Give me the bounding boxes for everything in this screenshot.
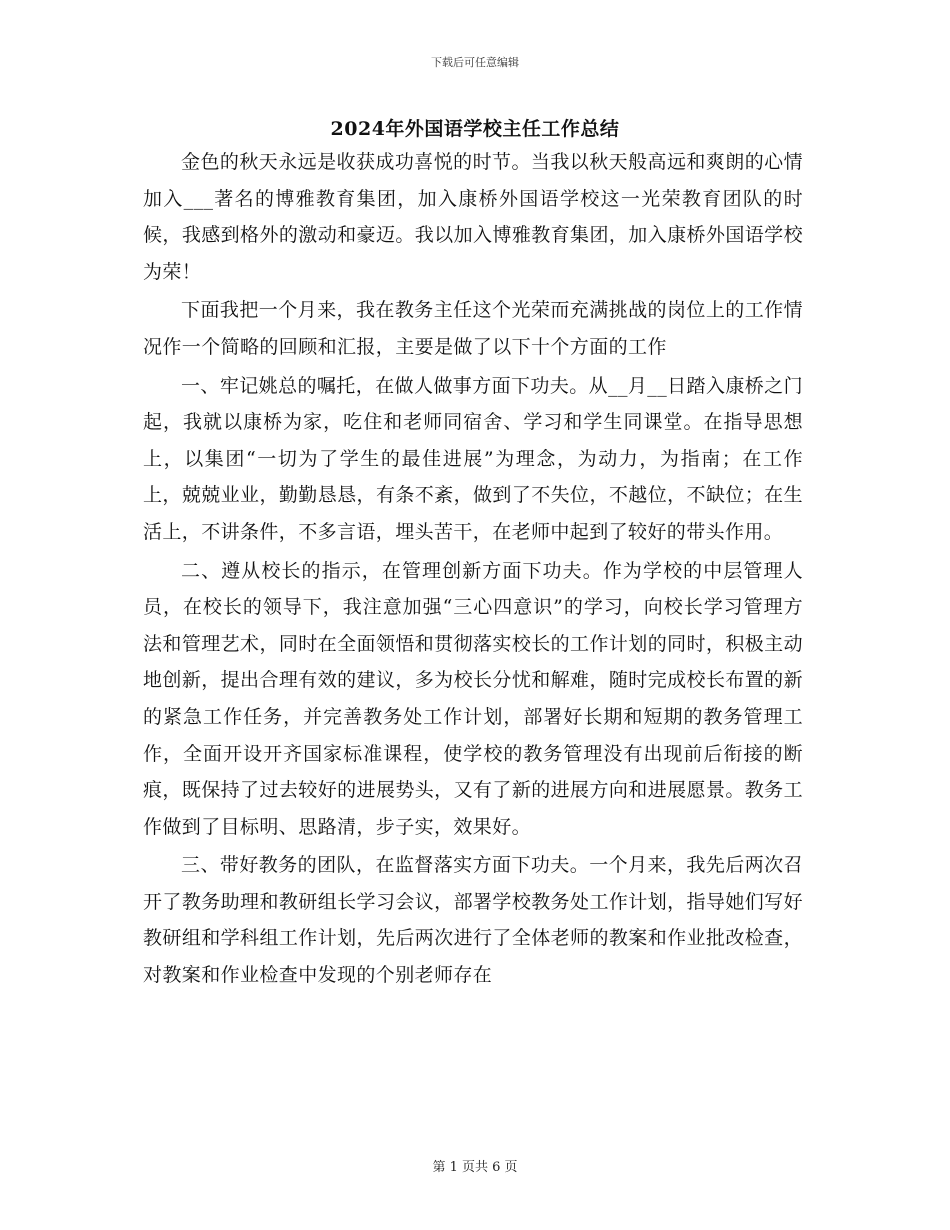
paragraph-point-one: 一、牢记姚总的嘱托，在做人做事方面下功夫。从__月__日踏入康桥之门起，我就以康桥为家，吃住和老师同宿舍、学习和学生同课堂。在指导思想上，以集团“一切为了学生的最佳进展”为理念，为动力，为指南；在工作上，兢兢业业，勤勤恳恳，有条不紊，做到了不失位，不越位，不缺位；在生活上，不讲条件，不多言语，埋头苦干，在老师中起到了较好的带头作用。 (143, 374, 803, 543)
header-note: 下载后可任意编辑 (431, 56, 519, 69)
paragraph-intro: 金色的秋天永远是收获成功喜悦的时节。当我以秋天般高远和爽朗的心情加入___著名的博雅教育集团，加入康桥外国语学校这一光荣教育团队的时候，我感到格外的激动和豪迈。我以加入博雅教育集团，加入康桥外国语学校为荣！ (143, 151, 803, 283)
document-body (143, 144, 803, 994)
paragraph-point-two: 二、遵从校长的指示，在管理创新方面下功夫。作为学校的中层管理人员，在校长的领导下，我注意加强“三心四意识”的学习，向校长学习管理方法和管理艺术，同时在全面领悟和贯彻落实校长的工作计划的同时，积极主动地创新，提出合理有效的建议，多为校长分忧和解难，随时完成校长布置的新的紧急工作任务，并完善教务处工作计划，部署好长期和短期的教务管理工作，全面开设开齐国家标准课程，使学校的教务管理没有出现前后衔接的断痕，既保持了过去较好的进展势头，又有了新的进展方向和进展愿景。教务工作做到了目标明、思路清，步子实，效果好。 (143, 559, 803, 838)
page-footer: 第 1 页共 6 页 (432, 1160, 518, 1175)
document-title: 2024年外国语学校主任工作总结 (330, 118, 620, 140)
paragraph-point-three: 三、带好教务的团队，在监督落实方面下功夫。一个月来，我先后两次召开了教务助理和教研组长学习会议，部署学校教务处工作计划，指导她们写好教研组和学科组工作计划，先后两次进行了全体老师的教案和作业批改检查，对教案和作业检查中发现的个别老师存在 (143, 854, 803, 987)
paragraph-overview: 下面我把一个月来，我在教务主任这个光荣而充满挑战的岗位上的工作情况作一个简略的回顾和汇报，主要是做了以下十个方面的工作 (143, 299, 803, 358)
